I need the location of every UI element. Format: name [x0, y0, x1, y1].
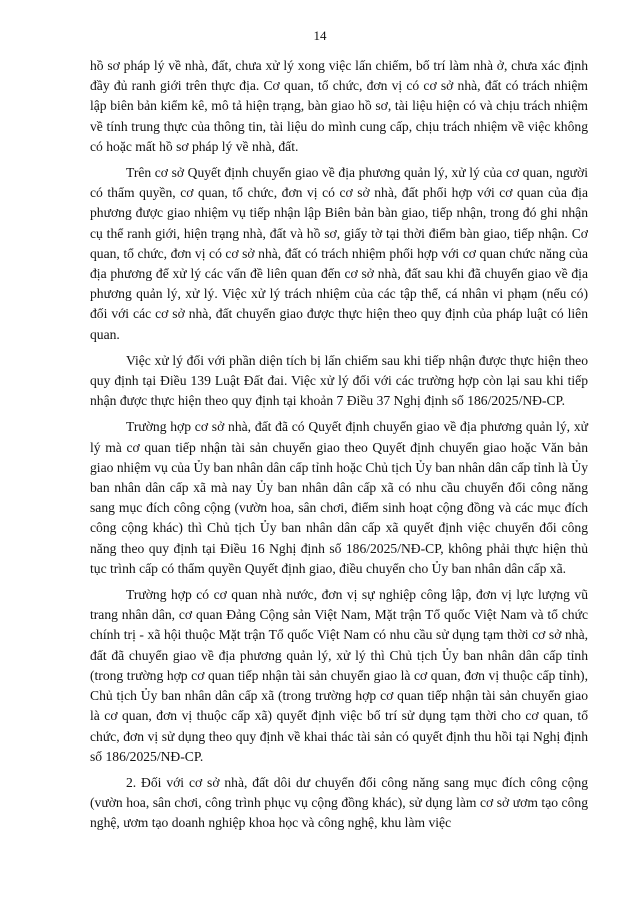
paragraph-public-purpose: Trường hợp cơ sở nhà, đất đã có Quyết định chuyển giao về địa phương quản lý, xử lý mà cơ quan tiếp nhận tài sản chuyển giao theo Quyết định chuyển giao hoặc Văn bản giao nhiệm vụ của Ủy ban nhân dân cấp tỉnh hoặc Chủ tịch Ủy ban nhân dân cấp tỉnh là Ủy ban nhân dân cấp xã mà nay Ủy ban nhân dân cấp xã có nhu cầu chuyển đổi công năng sang mục đích công cộng (vườn hoa, sân chơi, điểm sinh hoạt cộng đồng và các mục đích công cộng khác) thì Chủ tịch Ủy ban nhân dân cấp xã quyết định việc chuyển đổi công năng theo quy định tại Điều 16 Nghị định số 186/2025/NĐ-CP, không phải thực hiện thủ tục trình cấp có thẩm quyền Quyết định giao, điều chuyển cho Ủy ban nhân dân cấp xã. — [90, 419, 588, 576]
paragraph-temporary-use: Trường hợp có cơ quan nhà nước, đơn vị sự nghiệp công lập, đơn vị lực lượng vũ trang nhân dân, cơ quan Đảng Cộng sản Việt Nam, Mặt trận Tổ quốc Việt Nam và tổ chức chính trị - xã hội thuộc Mặt trận Tổ quốc Việt Nam có nhu cầu sử dụng tạm thời cơ sở nhà, đất đã chuyển giao về địa phương quản lý, xử lý thì Chủ tịch Ủy ban nhân dân cấp tỉnh (trong trường hợp cơ quan tiếp nhận tài sản chuyển giao là cơ quan, đơn vị thuộc cấp tỉnh), Chủ tịch Ủy ban nhân dân cấp xã (trong trường hợp cơ quan tiếp nhận tài sản chuyển giao là cơ quan, đơn vị thuộc cấp xã) quyết định việc bố trí sử dụng tạm thời cho cơ quan, tổ chức, đơn vị sử dụng theo quy định về khai thác tài sản có quyết định thu hồi tại Nghị định số 186/2025/NĐ-CP. — [90, 587, 588, 764]
page-number: 14 — [313, 28, 327, 43]
paragraph-handover: Trên cơ sở Quyết định chuyển giao về địa phương quản lý, xử lý của cơ quan, người có thẩm quyền, cơ quan, tổ chức, đơn vị có cơ sở nhà, đất phối hợp với cơ quan của địa phương được giao nhiệm vụ tiếp nhận lập Biên bản bàn giao, tiếp nhận, trong đó ghi nhận cụ thể ranh giới, hiện trạng nhà, đất và hồ sơ, giấy tờ tại thời điểm bàn giao, tiếp nhận. Cơ quan, tổ chức, đơn vị có cơ sở nhà, đất có trách nhiệm phối hợp với cơ quan chức năng của địa phương để xử lý các vấn đề liên quan đến cơ sở nhà, đất sau khi đã chuyển giao về địa phương quản lý, xử lý. Việc xử lý trách nhiệm của các tập thể, cá nhân vi phạm (nếu có) đối với các cơ sở nhà, đất chuyển giao được thực hiện theo quy định của pháp luật có liên quan. — [90, 165, 588, 342]
paragraph-encroachment: Việc xử lý đối với phần diện tích bị lấn chiếm sau khi tiếp nhận được thực hiện theo quy định tại Điều 139 Luật Đất đai. Việc xử lý đối với các trường hợp còn lại sau khi tiếp nhận được thực hiện theo quy định tại khoản 7 Điều 37 Nghị định số 186/2025/NĐ-CP. — [90, 352, 588, 409]
paragraph-continuation: hồ sơ pháp lý về nhà, đất, chưa xử lý xong việc lấn chiếm, bố trí làm nhà ở, chưa xác định đầy đủ ranh giới trên thực địa. Cơ quan, tổ chức, đơn vị có cơ sở nhà, đất có trách nhiệm lập biên bản kiểm kê, mô tả hiện trạng, bàn giao hồ sơ, tài liệu hiện có và chịu trách nhiệm về tính trung thực của thông tin, tài liệu do mình cung cấp, chịu trách nhiệm về việc không có hoặc mất hồ sơ pháp lý về nhà, đất. — [90, 58, 588, 154]
document-body — [90, 56, 588, 840]
paragraph-section-2: 2. Đối với cơ sở nhà, đất dôi dư chuyển đổi công năng sang mục đích công cộng (vườn hoa, sân chơi, công trình phục vụ cộng đồng khác), sử dụng làm cơ sở ươm tạo công nghệ, ươm tạo doanh nghiệp khoa học và công nghệ, khu làm việc — [90, 774, 588, 831]
